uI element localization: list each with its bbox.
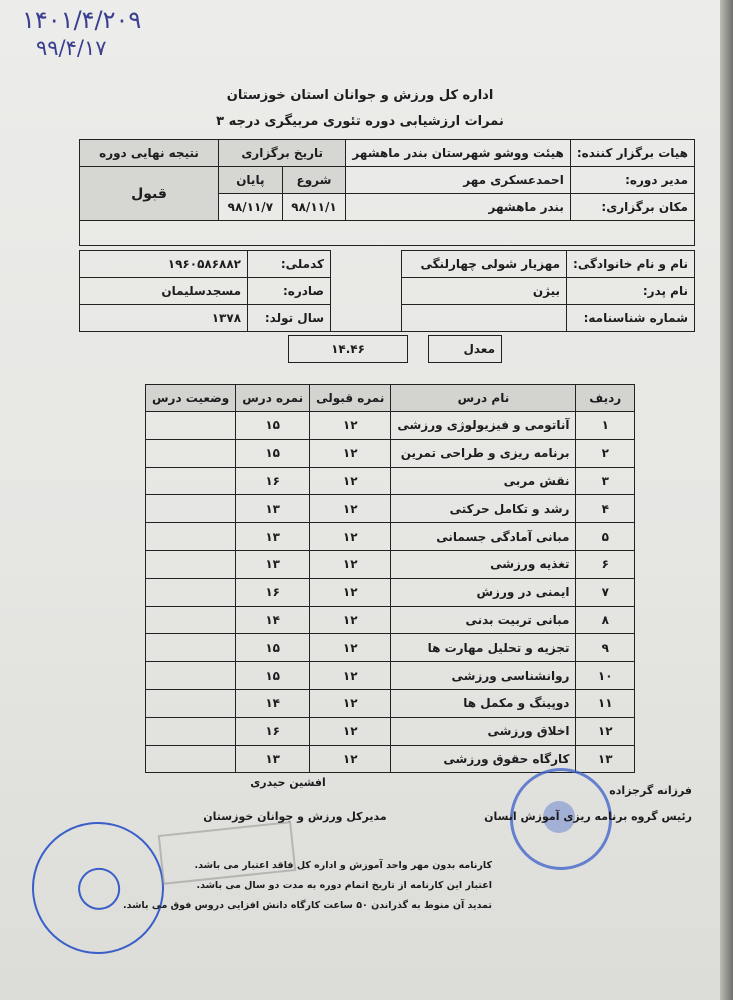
page-title: اداره کل ورزش و جوانان استان خوزستان: [226, 88, 494, 103]
grade-cell-name: اخلاق ورزشی: [391, 717, 576, 745]
grade-cell-status: [146, 578, 236, 606]
grade-cell-idx: ۱۳: [576, 745, 635, 773]
note-line: اعتبار این کارنامه از تاریخ اتمام دوره به مدت دو سال می باشد.: [196, 880, 492, 891]
grade-cell-score: ۱۵: [236, 662, 310, 690]
grade-cell-idx: ۲: [576, 439, 635, 467]
grade-cell-status: [146, 745, 236, 773]
end-label: پایان: [219, 167, 283, 194]
grade-cell-name: تجزیه و تحلیل مهارت ها: [391, 634, 576, 662]
table-row: [146, 495, 635, 523]
grade-cell-name: مبانی تربیت بدنی: [391, 606, 576, 634]
birth-label: سال تولد:: [248, 305, 331, 332]
date-label: تاریخ برگزاری: [219, 140, 346, 167]
grade-cell-score: ۱۴: [236, 606, 310, 634]
end-value: ۹۸/۱۱/۷: [219, 194, 283, 221]
name-value: مهزیار شولی چهارلنگی: [402, 251, 567, 278]
grade-cell-idx: ۹: [576, 634, 635, 662]
grade-cell-pass: ۱۲: [310, 717, 391, 745]
col-header-name: نام درس: [391, 385, 576, 412]
col-header-idx: ردیف: [576, 385, 635, 412]
name-label: نام و نام خانوادگی:: [567, 251, 695, 278]
director-label: مدیر دوره:: [570, 167, 694, 194]
grade-cell-status: [146, 662, 236, 690]
table-row: [146, 550, 635, 578]
grade-cell-idx: ۱۲: [576, 717, 635, 745]
grade-cell-pass: ۱۲: [310, 412, 391, 440]
table-row: [146, 662, 635, 690]
grade-cell-name: ایمنی در ورزش: [391, 578, 576, 606]
grade-cell-score: ۱۳: [236, 523, 310, 551]
left-signer-name: افشین حیدری: [250, 776, 326, 789]
id-value: [402, 305, 567, 332]
table-row: [146, 467, 635, 495]
table-row: [146, 717, 635, 745]
paper-edge: [720, 0, 733, 1000]
grade-cell-idx: ۵: [576, 523, 635, 551]
place-label: مکان برگزاری:: [570, 194, 694, 221]
grade-cell-pass: ۱۲: [310, 662, 391, 690]
table-row: [146, 523, 635, 551]
grade-cell-score: ۱۵: [236, 439, 310, 467]
result-value: قبول: [80, 167, 219, 221]
grade-cell-pass: ۱۲: [310, 439, 391, 467]
grade-cell-score: ۱۵: [236, 634, 310, 662]
grade-cell-score: ۱۶: [236, 578, 310, 606]
grade-cell-status: [146, 523, 236, 551]
national-value: ۱۹۶۰۵۸۶۸۸۲: [80, 251, 248, 278]
grade-cell-pass: ۱۲: [310, 467, 391, 495]
grade-cell-score: ۱۵: [236, 412, 310, 440]
col-header-score: نمره درس: [236, 385, 310, 412]
col-header-status: وضعیت درس: [146, 385, 236, 412]
left-signer-title: مدیرکل ورزش و جوانان خوزستان: [203, 810, 387, 823]
grade-cell-status: [146, 606, 236, 634]
grade-cell-pass: ۱۲: [310, 495, 391, 523]
note-line: کارنامه بدون مهر واحد آموزش و اداره کل فاقد اعتبار می باشد.: [194, 860, 492, 871]
table-row: [146, 634, 635, 662]
gap-cell: [331, 251, 402, 278]
grade-cell-idx: ۱: [576, 412, 635, 440]
grade-cell-score: ۱۳: [236, 550, 310, 578]
grade-cell-idx: ۷: [576, 578, 635, 606]
average-label: معدل: [429, 336, 502, 363]
grade-cell-name: تغذیه ورزشی: [391, 550, 576, 578]
grades-table: [145, 384, 635, 773]
grade-cell-score: ۱۶: [236, 467, 310, 495]
grade-cell-pass: ۱۲: [310, 745, 391, 773]
person-info-table: [79, 250, 695, 332]
national-label: کدملی:: [248, 251, 331, 278]
father-label: نام پدر:: [567, 278, 695, 305]
result-label: نتیجه نهایی دوره: [80, 140, 219, 167]
handwritten-date-2: ۹۹/۴/۱۷: [36, 36, 107, 60]
father-value: بیژن: [402, 278, 567, 305]
grade-cell-status: [146, 717, 236, 745]
grade-cell-status: [146, 439, 236, 467]
average-table: [288, 335, 502, 363]
emblem-icon: [75, 865, 122, 912]
grade-cell-idx: ۱۱: [576, 689, 635, 717]
grade-cell-status: [146, 634, 236, 662]
grade-cell-score: ۱۳: [236, 745, 310, 773]
grade-cell-name: برنامه ریزی و طراحی تمرین: [391, 439, 576, 467]
grade-cell-score: ۱۳: [236, 495, 310, 523]
grade-cell-pass: ۱۲: [310, 523, 391, 551]
footer-notes: [123, 856, 492, 916]
table-row: [146, 606, 635, 634]
grade-cell-pass: ۱۲: [310, 634, 391, 662]
grade-cell-name: مبانی آمادگی جسمانی: [391, 523, 576, 551]
grade-cell-idx: ۸: [576, 606, 635, 634]
grade-cell-status: [146, 550, 236, 578]
grade-cell-status: [146, 412, 236, 440]
grade-cell-pass: ۱۲: [310, 578, 391, 606]
grade-cell-pass: ۱۲: [310, 550, 391, 578]
start-label: شروع: [282, 167, 346, 194]
id-label: شماره شناسنامه:: [567, 305, 695, 332]
handwritten-date-1: ۱۴۰۱/۴/۲۰۹: [22, 6, 142, 34]
grade-cell-name: روانشناسی ورزشی: [391, 662, 576, 690]
average-value: ۱۴.۴۶: [289, 336, 408, 363]
grade-cell-status: [146, 689, 236, 717]
start-value: ۹۸/۱۱/۱: [282, 194, 346, 221]
director-value: احمدعسکری مهر: [346, 167, 571, 194]
gap-cell: [331, 305, 402, 332]
grade-cell-idx: ۳: [576, 467, 635, 495]
issued-label: صادره:: [248, 278, 331, 305]
grade-cell-status: [146, 467, 236, 495]
grade-cell-pass: ۱۲: [310, 606, 391, 634]
table-row: [146, 578, 635, 606]
grade-cell-pass: ۱۲: [310, 689, 391, 717]
place-value: بندر ماهشهر: [346, 194, 571, 221]
grade-cell-idx: ۱۰: [576, 662, 635, 690]
note-line: تمدید آن منوط به گذراندن ۵۰ ساعت کارگاه دانش افزایی دروس فوق می باشد.: [122, 900, 492, 911]
grade-cell-name: نقش مربی: [391, 467, 576, 495]
gap-cell: [331, 278, 402, 305]
right-signer-title: رئیس گروه برنامه ریزی آموزش انسان: [484, 810, 692, 823]
table-row: [146, 439, 635, 467]
course-info-table: [79, 139, 695, 246]
birth-value: ۱۳۷۸: [80, 305, 248, 332]
grade-cell-idx: ۴: [576, 495, 635, 523]
organizer-value: هیئت ووشو شهرستان بندر ماهشهر: [346, 140, 571, 167]
grade-cell-name: کارگاه حقوق ورزشی: [391, 745, 576, 773]
right-signer-name: فرزانه گرجزاده: [609, 784, 692, 797]
issued-value: مسجدسلیمان: [80, 278, 248, 305]
spacer-row: [80, 221, 695, 246]
page-subtitle: نمرات ارزشیابی دوره تئوری مربیگری درجه ۳: [216, 114, 504, 129]
grade-cell-idx: ۶: [576, 550, 635, 578]
grade-cell-score: ۱۴: [236, 689, 310, 717]
grade-cell-status: [146, 495, 236, 523]
grade-cell-name: رشد و تکامل حرکتی: [391, 495, 576, 523]
grade-cell-name: دوپینگ و مکمل ها: [391, 689, 576, 717]
table-row: [146, 689, 635, 717]
organizer-label: هیات برگزار کننده:: [570, 140, 694, 167]
grade-cell-score: ۱۶: [236, 717, 310, 745]
col-header-pass: نمره قبولی: [310, 385, 391, 412]
grade-cell-name: آناتومی و فیزیولوژی ورزشی: [391, 412, 576, 440]
table-row: [146, 412, 635, 440]
